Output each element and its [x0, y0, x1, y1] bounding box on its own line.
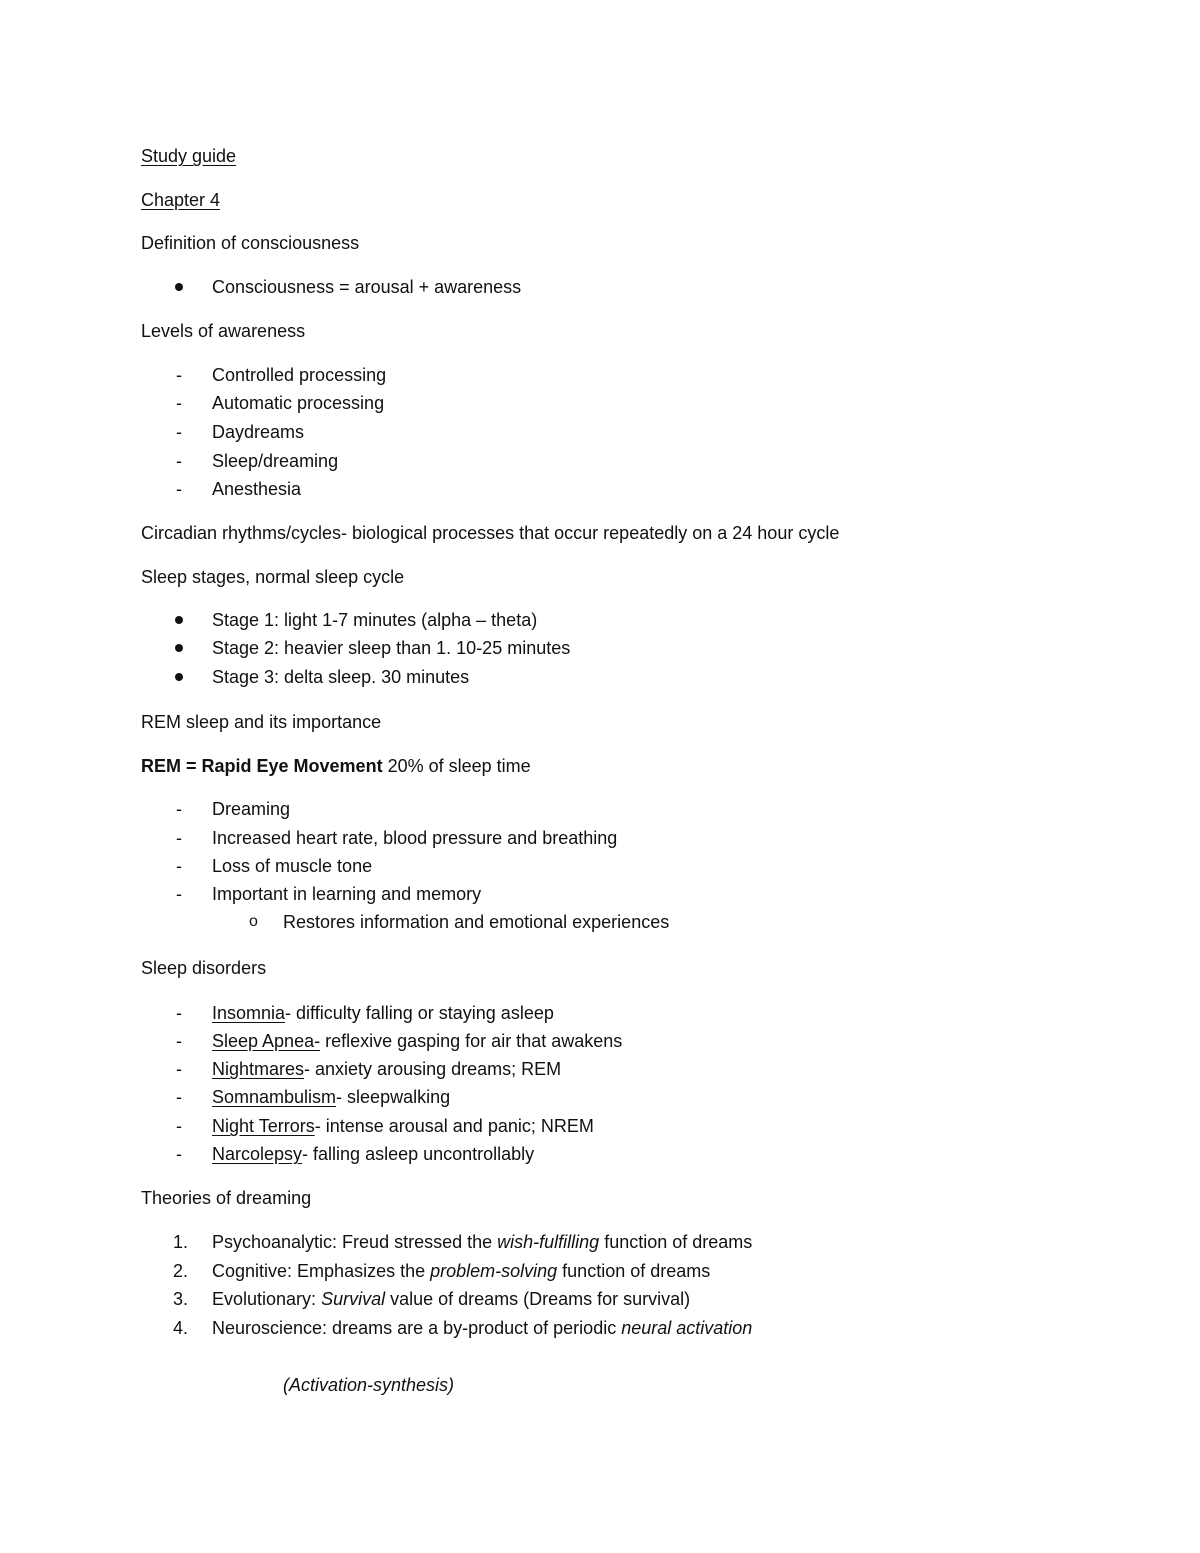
dash-marker: - — [176, 1059, 182, 1079]
list-number: 1. — [173, 1232, 189, 1252]
theory-text: Psychoanalytic: Freud stressed the — [212, 1232, 498, 1252]
circadian-line: Circadian rhythms/cycles- biological processes that occur repeatedly on a 24 hour cycle — [141, 523, 840, 543]
theory-text: Evolutionary: — [212, 1289, 322, 1309]
chapter-heading: Chapter 4 — [141, 190, 221, 210]
list-number: 4. — [173, 1318, 189, 1338]
disorder-item — [212, 1114, 594, 1138]
levels-heading: Levels of awareness — [141, 321, 306, 341]
levels-item: Controlled processing — [212, 365, 387, 385]
levels-item: Sleep/dreaming — [212, 451, 339, 471]
list-number: 3. — [173, 1289, 189, 1309]
disorder-desc: - anxiety arousing dreams; REM — [304, 1059, 562, 1079]
stage-item: Stage 3: delta sleep. 30 minutes — [212, 667, 470, 687]
rem-item: Important in learning and memory — [212, 884, 482, 904]
theory-item — [212, 1287, 690, 1311]
stage-item: Stage 2: heavier sleep than 1. 10-25 minutes — [212, 638, 571, 658]
disorder-term: Night Terrors — [212, 1116, 315, 1136]
rem-item: Increased heart rate, blood pressure and breathing — [212, 828, 618, 848]
bullet-icon — [175, 673, 183, 681]
disorder-desc: - intense arousal and panic; NREM — [314, 1116, 594, 1136]
theory-item — [212, 1316, 752, 1340]
stage-item: Stage 1: light 1-7 minutes (alpha – theta) — [212, 610, 538, 630]
stages-heading: Sleep stages, normal sleep cycle — [141, 567, 405, 587]
rem-heading: REM sleep and its importance — [141, 712, 382, 732]
bullet-icon — [175, 616, 183, 624]
bullet-icon — [175, 644, 183, 652]
dash-marker: - — [176, 1087, 182, 1107]
dash-marker: - — [176, 1116, 182, 1136]
rem-item: Loss of muscle tone — [212, 856, 373, 876]
dash-marker: - — [176, 828, 182, 848]
disorder-term: Insomnia — [212, 1003, 286, 1023]
rem-item: Dreaming — [212, 799, 291, 819]
theory-text: Neuroscience: dreams are a by-product of periodic — [212, 1318, 622, 1338]
theory-emphasis: problem-solving — [430, 1261, 558, 1281]
definition-heading: Definition of consciousness — [141, 233, 360, 253]
rem-term: REM = Rapid Eye Movement — [141, 756, 383, 776]
dash-marker: - — [176, 365, 182, 385]
disorder-term: Somnambulism — [212, 1087, 337, 1107]
dash-marker: - — [176, 422, 182, 442]
rem-sub-item: Restores information and emotional experiences — [283, 912, 670, 932]
disorder-term: Sleep Apnea- — [212, 1031, 321, 1051]
theory-item — [212, 1259, 710, 1283]
sub-bullet-marker: o — [249, 913, 258, 930]
disorder-item — [212, 1001, 554, 1025]
disorder-term: Nightmares — [212, 1059, 305, 1079]
theory-text: function of dreams — [557, 1261, 711, 1281]
disorder-term: Narcolepsy — [212, 1144, 303, 1164]
dash-marker: - — [176, 451, 182, 471]
disorder-item — [212, 1029, 622, 1053]
list-number: 2. — [173, 1261, 189, 1281]
disorder-item — [212, 1085, 450, 1109]
levels-item: Daydreams — [212, 422, 305, 442]
theories-heading: Theories of dreaming — [141, 1188, 312, 1208]
levels-item: Automatic processing — [212, 393, 385, 413]
disorder-desc: reflexive gasping for air that awakens — [320, 1031, 623, 1051]
dash-marker: - — [176, 479, 182, 499]
dash-marker: - — [176, 856, 182, 876]
dash-marker: - — [176, 884, 182, 904]
disorder-item — [212, 1142, 534, 1166]
dash-marker: - — [176, 1144, 182, 1164]
levels-item: Anesthesia — [212, 479, 302, 499]
theory-emphasis: wish-fulfilling — [497, 1232, 600, 1252]
bullet-icon — [175, 283, 183, 291]
theory-emphasis: neural activation — [621, 1318, 753, 1338]
theory-text: function of dreams — [599, 1232, 753, 1252]
document-title: Study guide — [141, 146, 237, 166]
disorder-desc: - falling asleep uncontrollably — [302, 1144, 535, 1164]
theory-text: Cognitive: Emphasizes the — [212, 1261, 431, 1281]
disorder-item — [212, 1057, 561, 1081]
theory-note: (Activation-synthesis) — [283, 1375, 455, 1395]
disorder-desc: - difficulty falling or staying asleep — [285, 1003, 554, 1023]
theory-emphasis: Survival — [321, 1289, 386, 1309]
theory-item — [212, 1230, 752, 1254]
dash-marker: - — [176, 1031, 182, 1051]
definition-bullet: Consciousness = arousal + awareness — [212, 277, 522, 297]
dash-marker: - — [176, 393, 182, 413]
rem-definition — [141, 754, 531, 778]
dash-marker: - — [176, 1003, 182, 1023]
theory-text: value of dreams (Dreams for survival) — [385, 1289, 691, 1309]
rem-rest: 20% of sleep time — [382, 756, 531, 776]
dash-marker: - — [176, 799, 182, 819]
disorders-heading: Sleep disorders — [141, 958, 267, 978]
disorder-desc: - sleepwalking — [336, 1087, 451, 1107]
